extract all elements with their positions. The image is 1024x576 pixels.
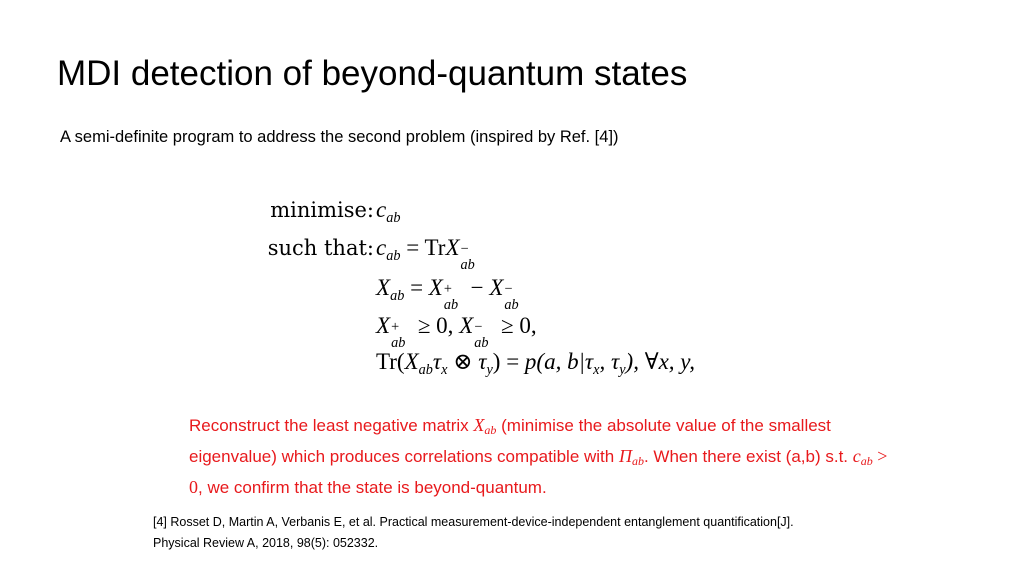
such-that-label: such that: [267, 236, 374, 260]
constraint-4-expression: $Tr(X_{ab}\tau_x$ ⊗ $\tau_y) = p(a$, $b|\tau_x$, $\tau_y$), ∀x, y, [376, 349, 695, 378]
c-ab-symbol: cab > 0 [189, 446, 888, 497]
x-ab-symbol: Xab [473, 415, 497, 437]
pi-ab-symbol: Πab [618, 446, 644, 468]
reference-line-2: Physical Review A, 2018, 98(5): 052332. [153, 536, 379, 550]
constraint-2-expression: $X_{ab} = X$ + ab − X − ab [376, 275, 519, 313]
constraint-3-expression: X + ab ≥ 0, X − ab ≥ 0, [376, 313, 537, 351]
objective-expression: $c_{ab}$ [376, 197, 401, 226]
reference-citation [153, 512, 953, 554]
reference-line-1: [4] Rosset D, Martin A, Verbanis E, et al. Practical measurement-device-independent entanglement quantification[J]. [153, 515, 794, 529]
minimise-label: minimise: [270, 198, 374, 222]
constraint-1-expression: $c_{ab}$ = TrX − ab [376, 235, 475, 273]
slide-title: MDI detection of beyond-quantum states [57, 54, 688, 93]
slide-subtitle: A semi-definite program to address the second problem (inspired by Ref. [4]) [60, 128, 619, 146]
red-explanation-note: Reconstruct the least negative matrix Xab (minimise the absolute value of the smallest eigenvalue) which produces correlations compatible with Πab. When there exist (a,b) s.t. cab > 0, we confirm that the state is beyond-quantum. [189, 415, 888, 497]
